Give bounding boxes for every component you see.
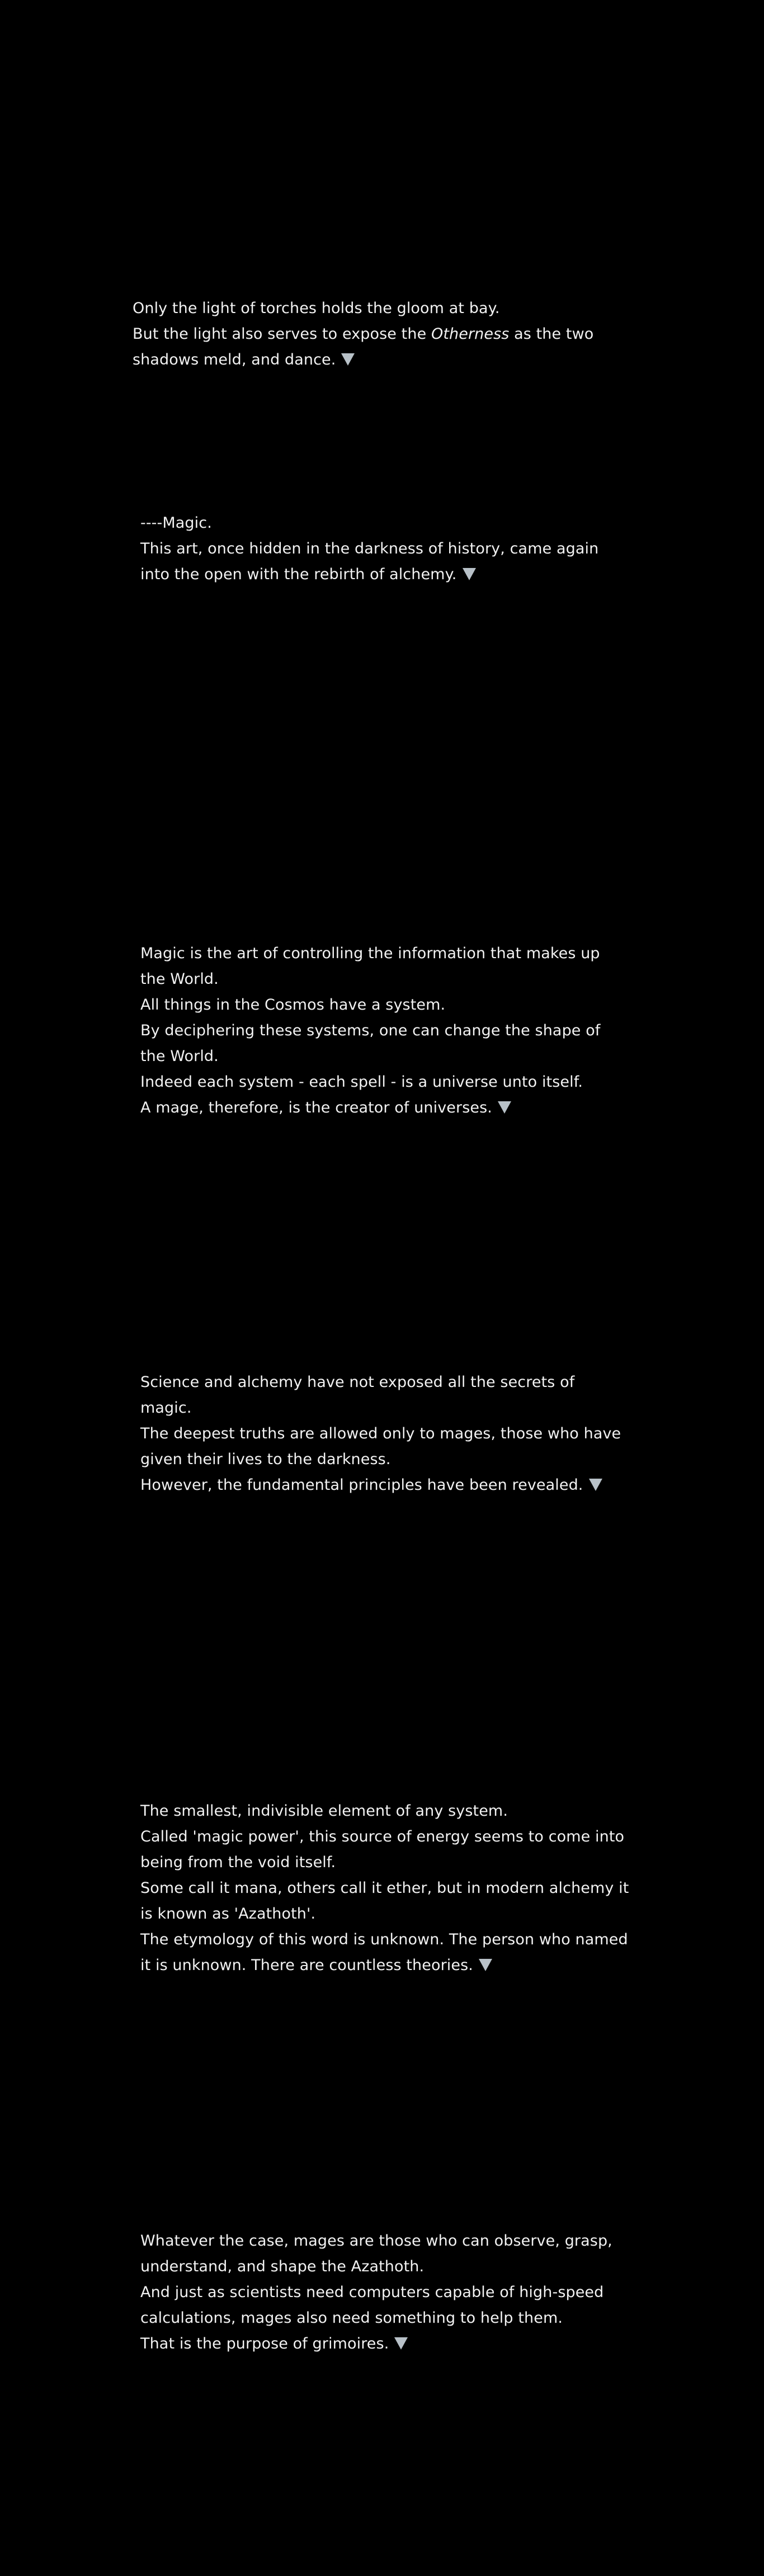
narration-line	[140, 1472, 588, 1498]
narration-block-grimoires[interactable]	[140, 2228, 612, 2357]
down-triangle-icon	[479, 1959, 492, 1971]
down-triangle-icon	[463, 568, 476, 580]
narration-line: is known as 'Azathoth'.	[140, 1905, 316, 1922]
narration-block-science[interactable]	[140, 1370, 621, 1498]
down-triangle-icon	[498, 1101, 511, 1114]
narration-text: it is unknown. There are countless theories.	[140, 1957, 473, 1974]
narration-text: However, the fundamental principles have been revealed.	[140, 1476, 583, 1494]
narration-text: But the light also serves to expose the	[133, 325, 427, 343]
narration-line: And just as scientists need computers capable of high-speed	[140, 2284, 604, 2301]
narration-block-art-of-magic[interactable]	[140, 941, 601, 1121]
narration-line	[140, 1953, 588, 1978]
narration-line	[140, 562, 588, 588]
narration-line	[140, 2331, 588, 2357]
narration-line: This art, once hidden in the darkness of history, came again	[140, 540, 599, 557]
narration-line: the World.	[140, 970, 219, 988]
narration-line: Called 'magic power', this source of energy seems to come into	[140, 1828, 625, 1845]
narration-line: magic.	[140, 1399, 192, 1417]
narration-block-magic[interactable]	[140, 510, 599, 588]
narration-text: as the two	[514, 325, 594, 343]
narration-line: All things in the Cosmos have a system.	[140, 996, 446, 1014]
narration-line: calculations, mages also need something to help them.	[140, 2309, 563, 2327]
narration-line: the World.	[140, 1048, 219, 1065]
narration-line: The smallest, indivisible element of any system.	[140, 1802, 508, 1820]
narration-line	[133, 347, 580, 373]
narration-line: given their lives to the darkness.	[140, 1451, 391, 1468]
narration-line: understand, and shape the Azathoth.	[140, 2258, 425, 2275]
narration-text: A mage, therefore, is the creator of universes.	[140, 1099, 492, 1116]
narration-line: Whatever the case, mages are those who can observe, grasp,	[140, 2232, 612, 2250]
narration-line: Indeed each system - each spell - is a universe unto itself.	[140, 1073, 583, 1091]
narration-line: ----Magic.	[140, 514, 212, 532]
narration-line: Magic is the art of controlling the information that makes up	[140, 945, 600, 962]
narration-block-torches[interactable]	[133, 296, 594, 373]
narration-line: Science and alchemy have not exposed all the secrets of	[140, 1374, 575, 1391]
narration-text: into the open with the rebirth of alchemy.	[140, 566, 457, 583]
down-triangle-icon	[341, 353, 355, 366]
down-triangle-icon	[589, 1479, 602, 1491]
narration-line: Only the light of torches holds the gloom at bay.	[133, 300, 500, 317]
narration-line: By deciphering these systems, one can change the shape of	[140, 1022, 601, 1039]
narration-line	[133, 321, 594, 347]
narration-line: being from the void itself.	[140, 1854, 336, 1871]
narration-line: Some call it mana, others call it ether, but in modern alchemy it	[140, 1879, 629, 1897]
narration-text: shadows meld, and dance.	[133, 351, 336, 368]
narration-line	[140, 1095, 588, 1121]
narration-line: The deepest truths are allowed only to mages, those who have	[140, 1425, 621, 1442]
narration-text: That is the purpose of grimoires.	[140, 2335, 389, 2352]
narration-block-azathoth[interactable]	[140, 1798, 629, 1978]
narration-line: The etymology of this word is unknown. The person who named	[140, 1931, 628, 1948]
down-triangle-icon	[394, 2337, 408, 2350]
emphasized-word: Otherness	[431, 325, 510, 343]
